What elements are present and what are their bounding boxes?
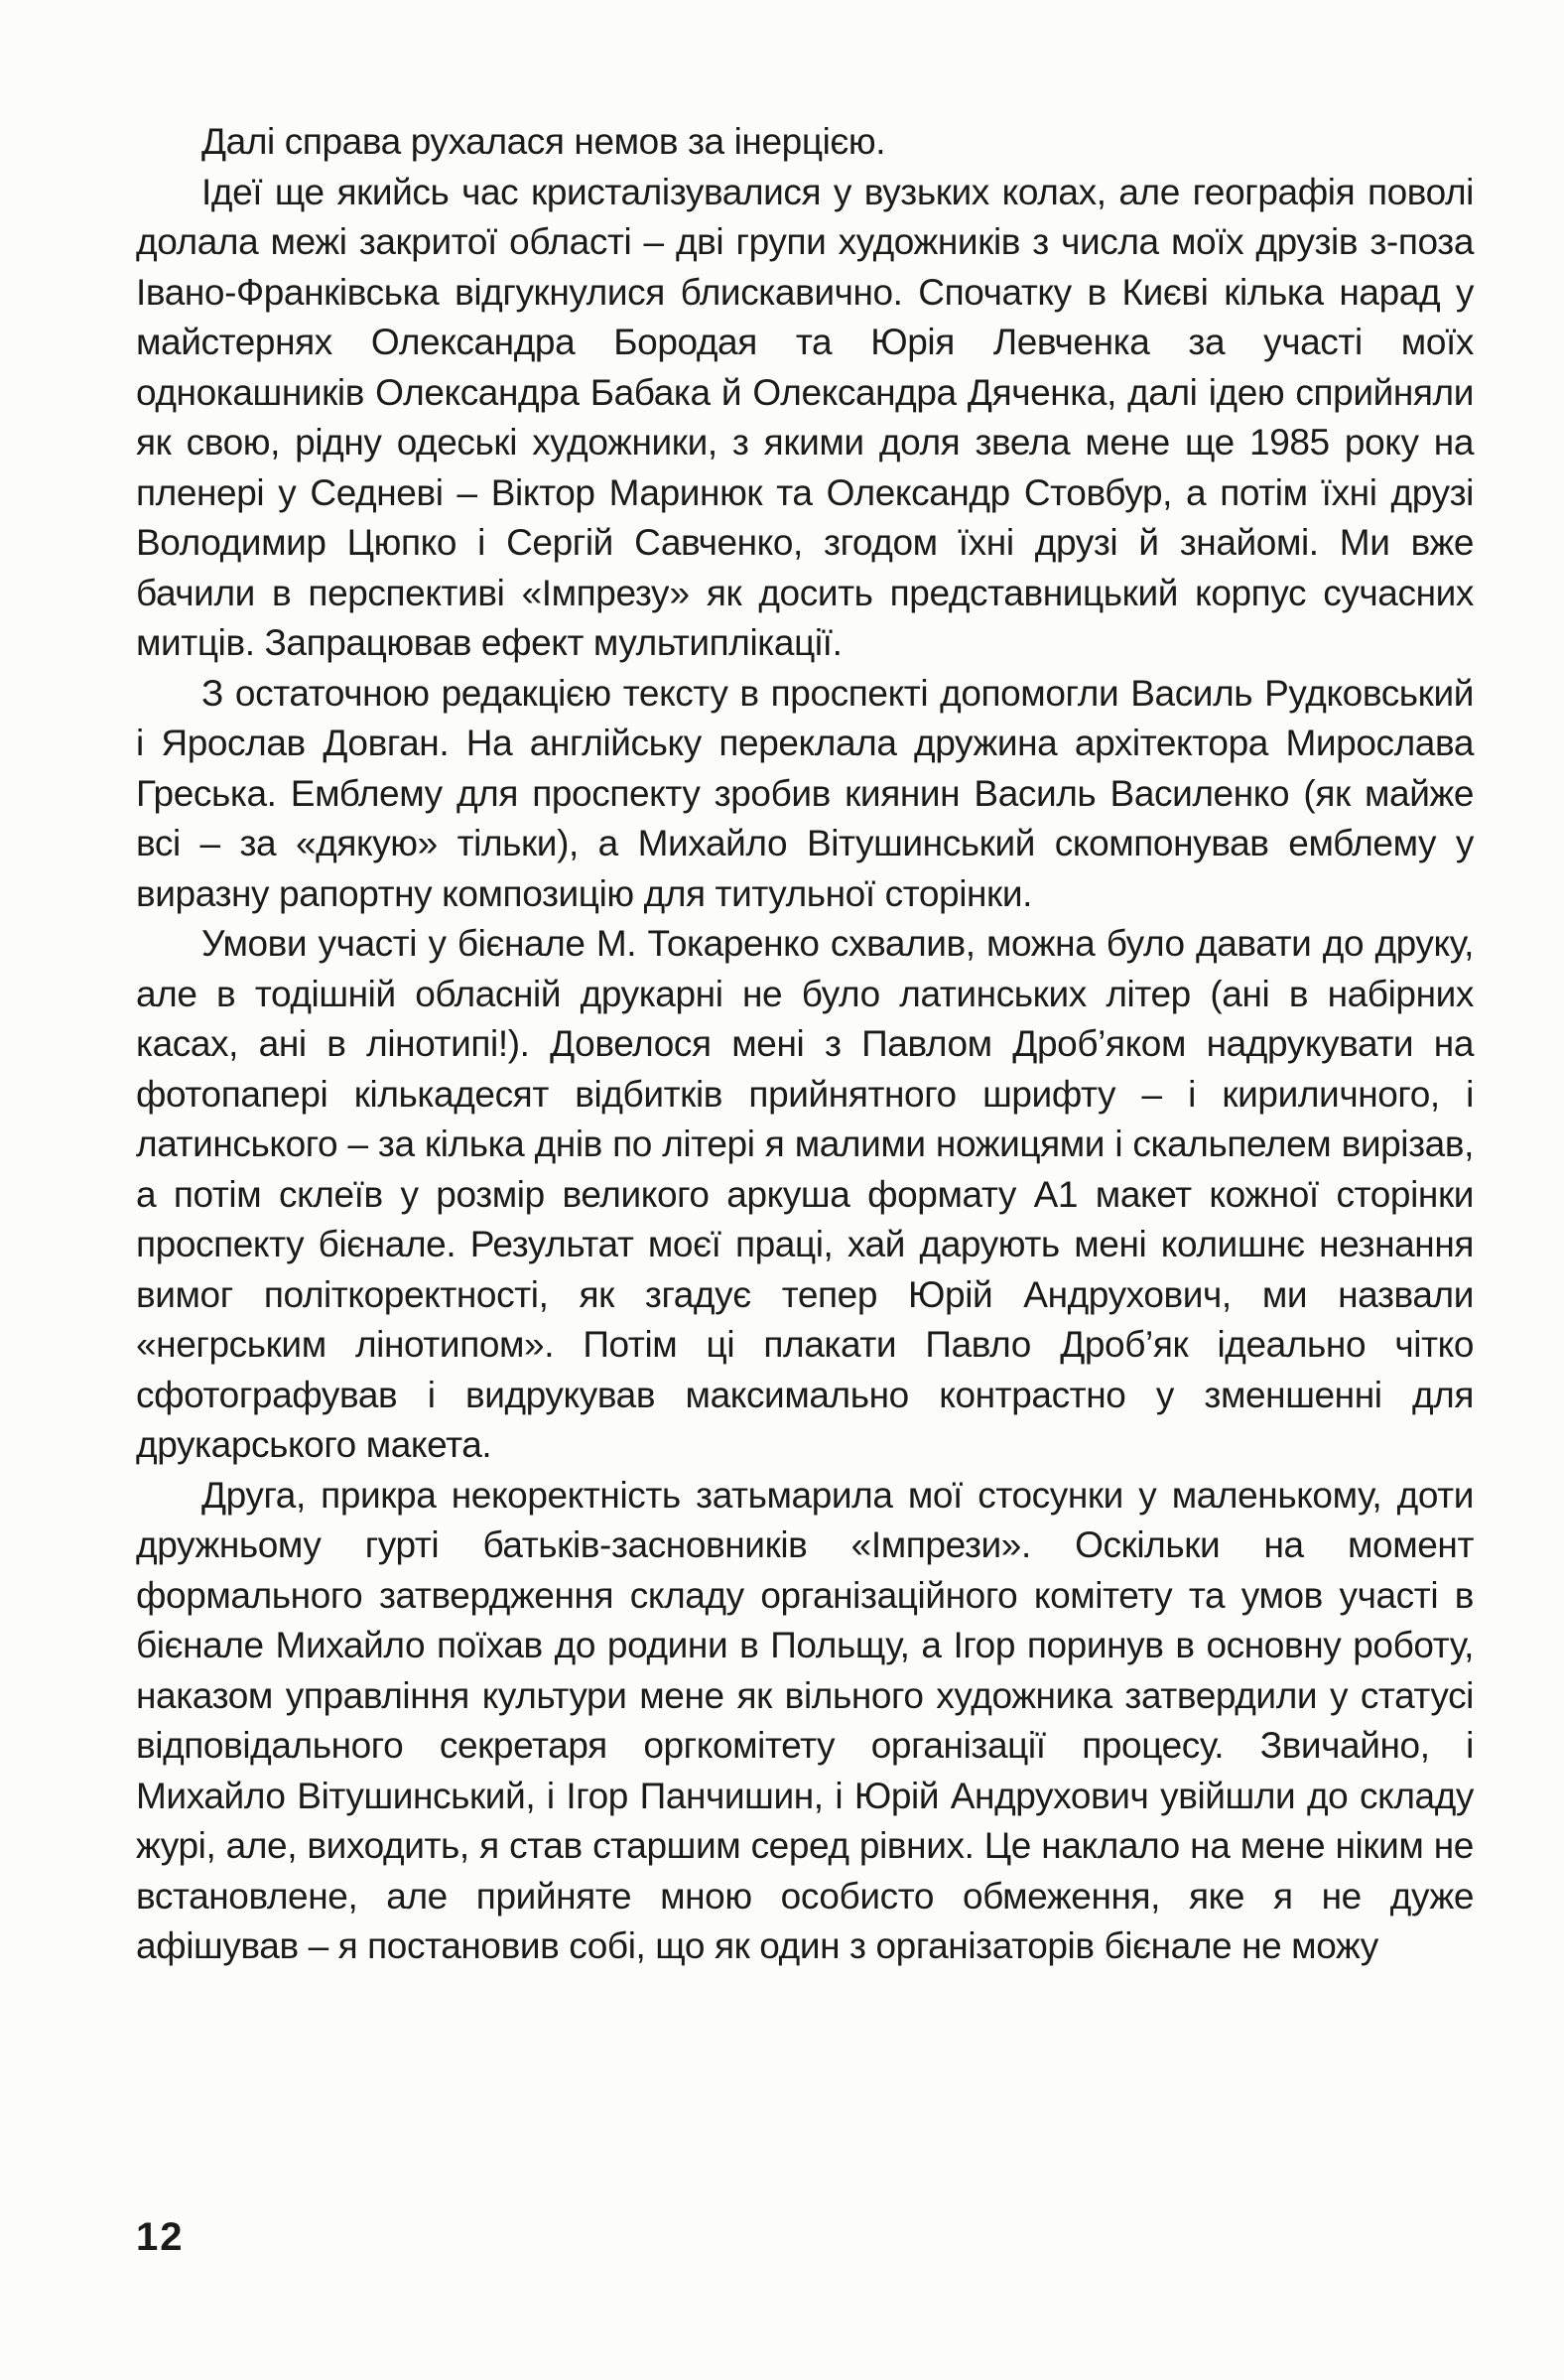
body-text [136,117,1474,1972]
paragraph-2: Ідеї ще якийсь час кристалізувалися у вузьких колах, але географія поволі долала межі закритої області – дві групи художників з числа моїх друзів з-поза Івано-Франківська відгукнулися блискавично. Спочатку в Києві кілька нарад у майстернях Олександра Бородая та Юрія Левченка за участі моїх однокашників Олександра Бабака й Олександра Дяченка, далі ідею сприйняли як свою, рідну одеські художники, з якими доля звела мене ще 1985 року на пленері у Седневі – Віктор Маринюк та Олександр Стовбур, а потім їхні друзі Володимир Цюпко і Сергій Савченко, згодом їхні друзі й знайомі. Ми вже бачили в перспективі «Імпрезу» як досить представницький корпус сучасних митців. Запрацював ефект мультиплікації. [136,171,1474,663]
paragraph-3: З остаточною редакцією тексту в проспекті допомогли Василь Рудковський і Ярослав Довган. На англійську переклала дружина архітектора Мирослава Греська. Емблему для проспекту зробив киянин Василь Василенко (як майже всі – за «дякую» тільки), а Михайло Вітушинський скомпонував емблему у виразну рапортну композицію для титульної сторінки. [136,672,1474,914]
page-number: 12 [136,2215,185,2259]
paragraph-5: Друга, прикра некоректність затьмарила мої стосунки у маленькому, доти дружньому гурті батьків-засновників «Імпрези». Оскільки на момент формального затвердження складу організаційного комітету та умов участі в бієнале Михайло поїхав до родини в Польщу, а Ігор поринув в основну роботу, наказом управління культури мене як вільного художника затвердили у статусі відповідального секретаря оргкомітету організації процесу. Звичайно, і Михайло Вітушинський, і Ігор Панчишин, і Юрій Андрухович увійшли до складу журі, але, виходить, я став старшим серед рівних. Це наклало на мене ніким не встановлене, але прийняте мною особисто обмеження, яке я не дуже афішував – я постановив собі, що як один з організаторів бієнале не можу [136,1474,1474,1966]
paragraph-4: Умови участі у бієнале М. Токаренко схвалив, можна було давати до друку, але в тодішній обласній друкарні не було латинських літер (ані в набірних касах, ані в лінотипі!). Довелося мені з Павлом Дроб’яком надрукувати на фотопапері кількадесят відбитків прийнятного шрифту – і кириличного, і латинського – за кілька днів по літері я малими ножицями і скальпелем вирізав, а потім склеїв у розмір великого аркуша формату А1 макет кожної сторінки проспекту бієнале. Результат моєї праці, хай дарують мені колишнє незнання вимог політкоректності, як згадує тепер Юрій Андрухович, ми назвали «негрським лінотипом». Потім ці плакати Павло Дроб’як ідеально чітко сфотографував і видрукував максимально контрастно у зменшенні для друкарського макета. [136,923,1474,1465]
paragraph-1: Далі справа рухалася немов за інерцією. [201,121,886,162]
